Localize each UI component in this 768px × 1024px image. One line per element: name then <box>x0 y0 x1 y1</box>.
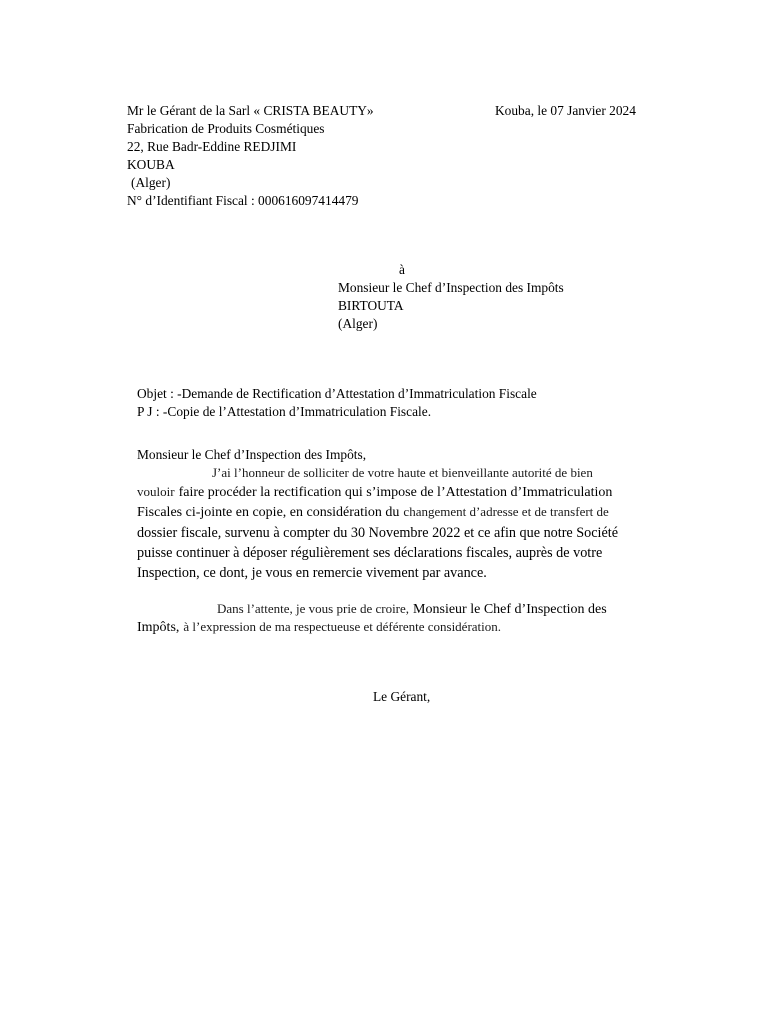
body-line: puisse continuer à déposer régulièrement ses déclarations fiscales, auprès de votre <box>137 545 603 561</box>
salutation: Monsieur le Chef d’Inspection des Impôts, <box>137 447 367 462</box>
letter-date: Kouba, le 07 Janvier 2024 <box>495 103 636 118</box>
recipient-to: à <box>399 262 405 277</box>
sender-street: 22, Rue Badr-Eddine REDJIMI <box>127 139 297 154</box>
sender-city: KOUBA <box>127 157 175 172</box>
body-line: vouloir faire procéder la rectification qui s’impose de l’Attestation d’Immatriculation <box>137 484 613 500</box>
body-line: Inspection, ce dont, je vous en remercie vivement par avance. <box>137 565 487 581</box>
subject-pj: P J : -Copie de l’Attestation d’Immatriculation Fiscale. <box>137 404 432 419</box>
body-line: J’ai l’honneur de solliciter de votre haute et bienveillante autorité de bien <box>212 465 593 480</box>
recipient-title: Monsieur le Chef d’Inspection des Impôts <box>338 280 564 295</box>
recipient-city: BIRTOUTA <box>338 298 404 313</box>
sender-name: Mr le Gérant de la Sarl « CRISTA BEAUTY» <box>127 103 374 118</box>
closing-line: Impôts, à l’expression de ma respectueuse et déférente considération. <box>137 619 502 635</box>
signature: Le Gérant, <box>373 689 431 704</box>
subject-objet: Objet : -Demande de Rectification d’Attestation d’Immatriculation Fiscale <box>137 386 537 401</box>
recipient-region: (Alger) <box>338 316 378 331</box>
body-line: dossier fiscale, survenu à compter du 30 Novembre 2022 et ce afin que notre Société <box>137 525 619 541</box>
sender-region: (Alger) <box>131 175 171 190</box>
sender-tax-id: N° d’Identifiant Fiscal : 000616097414479 <box>127 193 359 208</box>
closing-line: Dans l’attente, je vous prie de croire, Monsieur le Chef d’Inspection des <box>217 601 607 617</box>
body-line: Fiscales ci-jointe en copie, en considération du changement d’adresse et de transfert de <box>137 504 609 520</box>
sender-activity: Fabrication de Produits Cosmétiques <box>127 121 325 136</box>
